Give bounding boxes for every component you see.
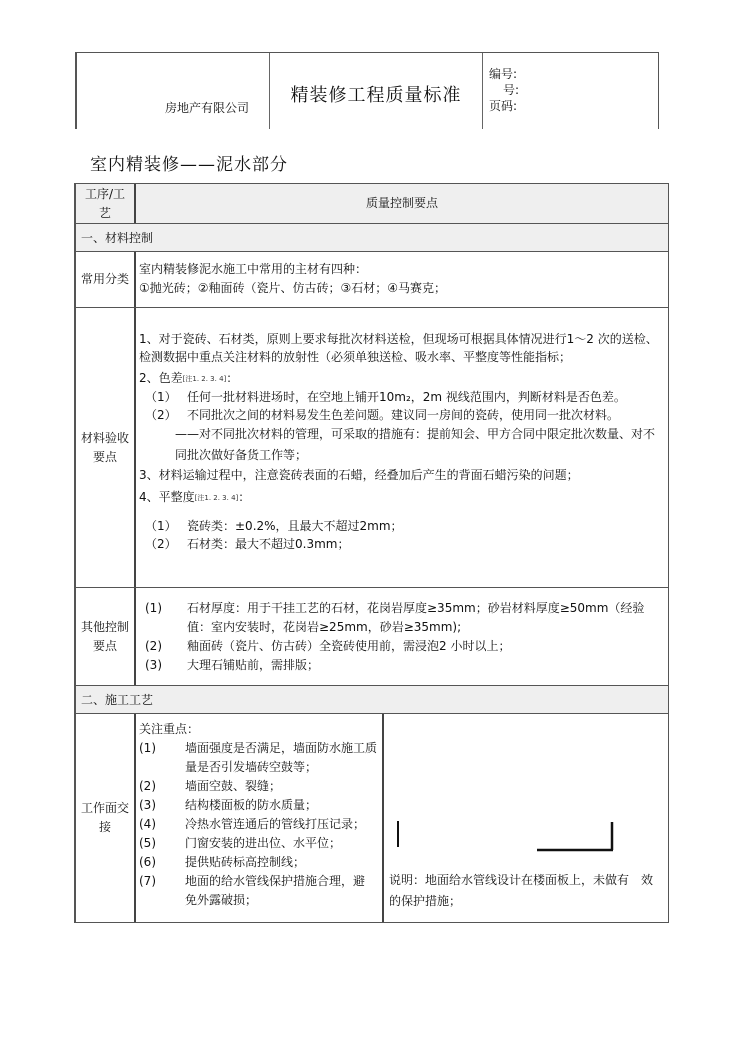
sub-item-number: (3): [145, 658, 162, 672]
sub-item-number: （1）: [145, 390, 177, 404]
sub-item-number: （1）: [145, 519, 177, 533]
quality-standard-table: [74, 183, 669, 923]
common-types-line: ①抛光砖；②釉面砖（瓷片、仿古砖；③石材；④马赛克；: [139, 281, 447, 295]
sub-item-text: 石材类：最大不超过0.3mm；: [187, 537, 350, 551]
checklist-text: 墙面空鼓、裂缝；: [185, 779, 282, 793]
checklist-item: [139, 796, 379, 815]
footnote-ref: [注1. 2. 3. 4]: [194, 494, 239, 502]
sub-item: [139, 599, 665, 637]
sub-item-text: 任何一批材料进场时，在空地上铺开10m₂，2m 视线范围内，判断材料是否色差。: [187, 390, 626, 404]
checklist-text: 冷热水管连通后的管线打压记录；: [185, 817, 366, 831]
item-2-suffix: ：: [226, 371, 239, 385]
sub-item-text: 釉面砖（瓷片、仿古砖）全瓷砖使用前，需浸泡2 小时以上；: [187, 639, 511, 653]
other-points-content: [136, 588, 668, 685]
checklist-item: [139, 739, 379, 777]
document-title: 精装修工程质量标准: [290, 85, 462, 106]
sub-item-number: （2）: [145, 537, 177, 551]
acceptance-item-3: 3、材料运输过程中，注意瓷砖表面的石蜡，经叠加后产生的背面石蜡污染的问题；: [139, 468, 579, 482]
sub-item-number: (2): [145, 639, 162, 653]
table-row-acceptance: [76, 308, 668, 588]
row-label-acceptance: 材料验收要点: [76, 308, 136, 587]
sub-item: [139, 517, 665, 535]
checklist-number: (1): [139, 741, 156, 755]
company-cell: [77, 53, 270, 129]
column-header-points: 质量控制要点: [365, 196, 438, 210]
checklist-number: (3): [139, 798, 156, 812]
sub-item: [139, 406, 665, 424]
checklist-text: 墙面强度是否满足，墙面防水施工质量是否引发墙砖空鼓等；: [185, 741, 378, 774]
meta-cell: [483, 53, 658, 129]
checklist-item: [139, 872, 379, 910]
section-row-material-control: 一、材料控制: [76, 224, 668, 252]
item-4-suffix: ：: [238, 490, 251, 504]
handover-checklist: [136, 714, 384, 922]
item-4-title: 4、平整度: [139, 490, 195, 504]
acceptance-content: [136, 308, 668, 587]
row-label-other-points: 其他控制要点: [76, 588, 136, 685]
column-header-process: 工序/工艺: [76, 184, 136, 223]
checklist-text: 提供贴砖标高控制线；: [185, 855, 306, 869]
table-row-other-points: [76, 588, 668, 686]
checklist-number: (4): [139, 817, 156, 831]
table-row-handover: [76, 714, 668, 922]
checklist-text: 门窗安装的进出位、水平位；: [185, 836, 342, 850]
sub-item: [139, 388, 665, 406]
sub-item-text: 瓷砖类：±0.2%，且最大不超过2mm；: [187, 519, 403, 533]
checklist-text: 结构楼面板的防水质量；: [185, 798, 318, 812]
sub-item-number: (1): [145, 601, 162, 615]
company-name: 房地产有限公司: [164, 101, 249, 115]
figure-image-placeholder: [384, 714, 664, 864]
acceptance-item-1: 1、对于瓷砖、石材类，原则上要求每批次材料送检，但现场可根据具体情况进行1～2 次的送检、检测数据中重点关注材料的放射性（必须单独送检、吸水率、平整度等性能指标；: [139, 332, 658, 364]
figure-panel: [384, 714, 668, 922]
section-title: 室内精装修——泥水部分: [90, 155, 288, 175]
table-header-row: [76, 184, 668, 224]
checklist-number: (2): [139, 779, 156, 793]
checklist-item: [139, 815, 379, 834]
table-row-common-types: [76, 252, 668, 308]
sub-item-text: 石材厚度：用于干挂工艺的石材，花岗岩厚度≥35mm；砂岩材料厚度≥50mm（经验值：室内安装时，花岗岩≥25mm，砂岩≥35mm);: [187, 601, 645, 634]
sub-item-number: （2）: [145, 408, 177, 422]
checklist-intro: 关注重点：: [139, 722, 200, 736]
number-label: 号:: [503, 83, 520, 97]
row-label-handover: 工作面交接: [76, 714, 136, 922]
acceptance-item-4: [139, 488, 665, 507]
title-cell: [270, 53, 483, 129]
doc-number-label: 编号:: [489, 67, 518, 81]
figure-caption: 说明：地面给水管线设计在楼面板上，未做有 效的保护措施；: [389, 873, 654, 908]
sub-item-text: 大理石铺贴前，需排版；: [187, 658, 320, 672]
checklist-text: 地面的给水管线保护措施合理，避 免外露破损；: [185, 874, 378, 907]
footnote-ref: [注1. 2. 3. 4]: [182, 375, 227, 383]
page-number-label: 页码:: [489, 99, 518, 113]
checklist-number: (5): [139, 836, 156, 850]
acceptance-item-2: [139, 369, 665, 388]
batch-management-note: ——对不同批次材料的管理，可采取的措施有：提前知会、甲方合同中限定批次数量、对不同批次做好备货工作等；: [175, 427, 656, 462]
row-label-common-types: 常用分类: [76, 252, 136, 307]
sub-item: [139, 656, 665, 675]
item-2-title: 2、色差: [139, 371, 183, 385]
checklist-item: [139, 834, 379, 853]
checklist-number: (7): [139, 874, 156, 888]
document-header: [75, 52, 659, 129]
checklist-item: [139, 777, 379, 796]
common-types-line: 室内精装修泥水施工中常用的主材有四种：: [139, 262, 368, 276]
sub-item: [139, 535, 665, 553]
checklist-item: [139, 853, 379, 872]
sub-item-text: 不同批次之间的材料易发生色差问题。建议同一房间的瓷砖，使用同一批次材料。: [187, 408, 620, 422]
sub-item: [139, 637, 665, 656]
checklist-number: (6): [139, 855, 156, 869]
section-row-construction: 二、施工工艺: [76, 686, 668, 714]
common-types-content: [136, 252, 668, 307]
